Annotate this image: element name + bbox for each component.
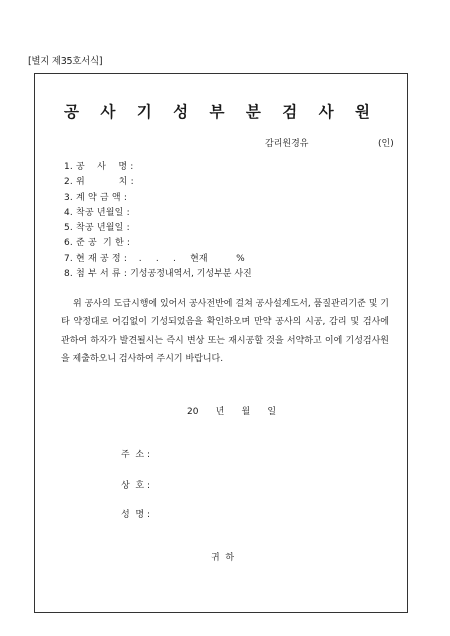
field-label: 7. 현 재 공 정 : (64, 253, 128, 264)
field-label: 2. 위 치 : (64, 177, 134, 188)
field-value: 기성공정내역서, 기성부분 사진 (130, 269, 252, 280)
date-line: 20 년 월 일 (187, 407, 277, 417)
seal-label: (인) (378, 139, 394, 149)
addressee: 귀 하 (211, 553, 235, 563)
signature-name-label: 성 명 : (121, 510, 151, 520)
supervisor-label: 감리원경유 (265, 139, 309, 149)
field-label: 1. 공 사 명 : (64, 162, 134, 172)
signature-company-label: 상 호 : (121, 481, 151, 491)
document-title: 공 사 기 성 부 분 검 사 원 (64, 102, 378, 121)
field-location (64, 175, 252, 190)
field-label: 6. 준 공 기 한 : (64, 238, 131, 249)
field-project-name (64, 160, 252, 175)
field-list (64, 160, 252, 282)
field-label: 8. 첨 부 서 류 : (64, 269, 128, 280)
field-completion-deadline (64, 236, 252, 251)
form-frame (34, 73, 408, 613)
field-label: 3. 계 약 금 액 : (64, 192, 128, 203)
field-current-progress (64, 252, 252, 267)
field-start-date (64, 206, 252, 221)
field-attachments (64, 267, 252, 282)
field-start-date-2 (64, 221, 252, 236)
field-contract-amount (64, 191, 252, 206)
form-number: [별지 제35호서식] (28, 56, 103, 67)
signature-address-label: 주 소 : (121, 450, 151, 460)
field-value: . . . 현재 % (130, 253, 245, 264)
field-label: 4. 착공 년월일 : (64, 207, 130, 218)
field-label: 5. 착공 년월일 : (64, 223, 130, 234)
declaration-paragraph: 위 공사의 도급시행에 있어서 공사전반에 걸쳐 공사설계도서, 품질관리기준 및 기타 약정대로 어김없이 기성되었음을 확인하오며 만약 공사의 시공, 감리 및 검사에 관하여 하자가 발견될시는 즉시 변상 또는 재시공할 것을 서약하고 이에 기성검사원을 제출하오니 검사하여 주시기 바랍니다. (61, 299, 389, 364)
